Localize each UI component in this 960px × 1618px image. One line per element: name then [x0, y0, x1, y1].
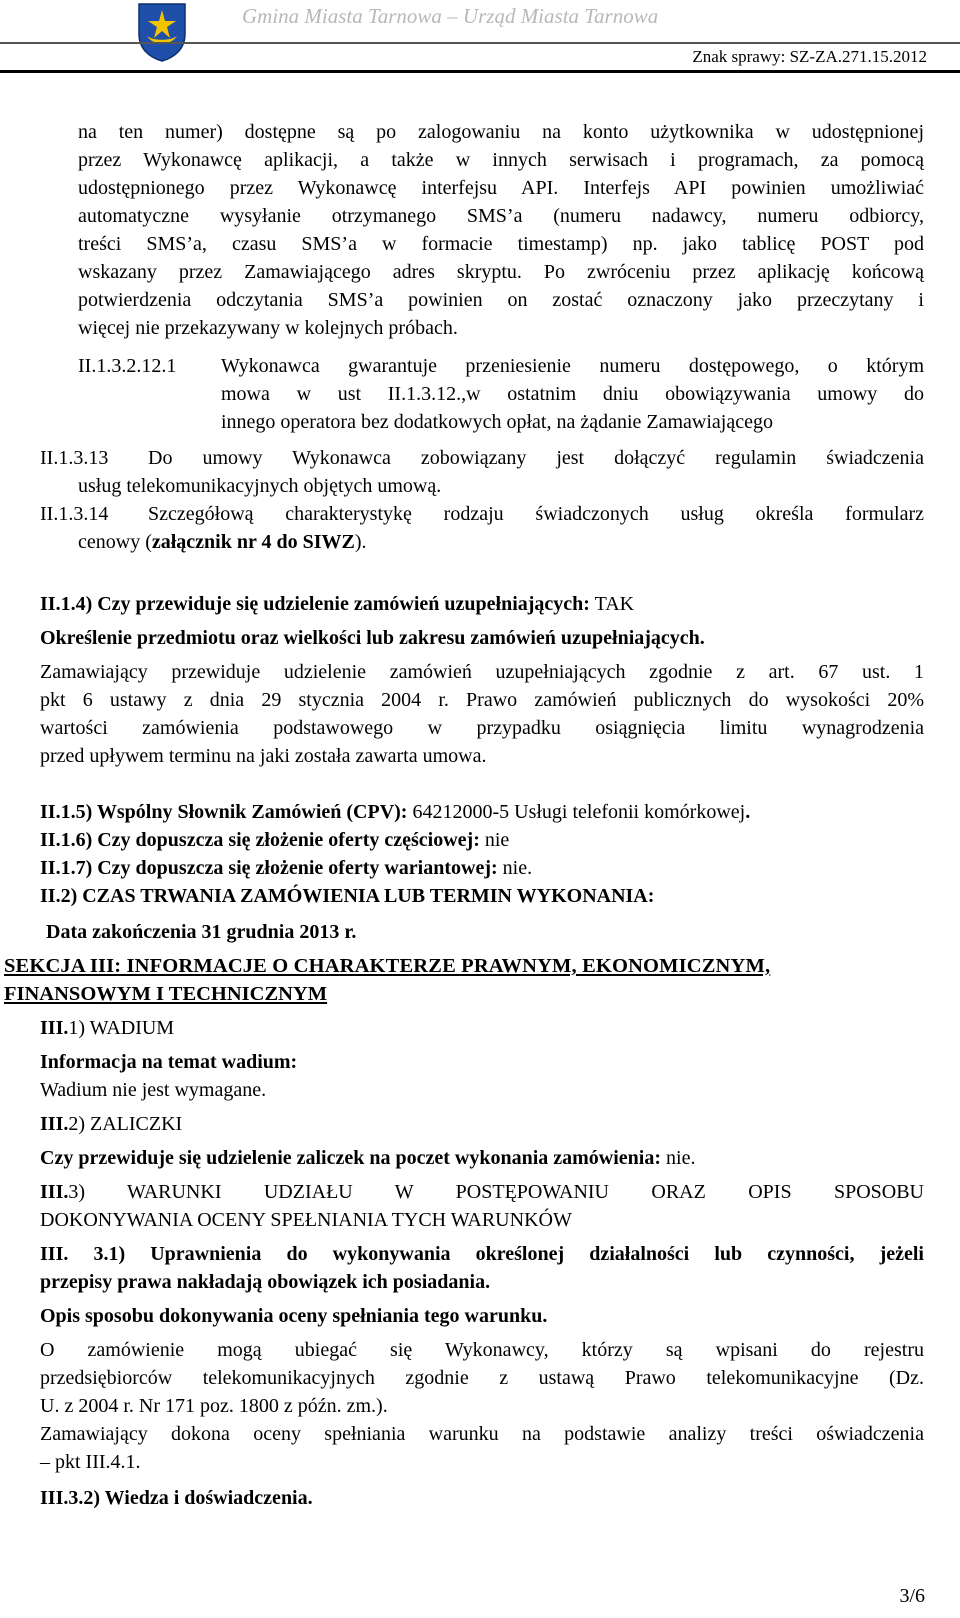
section-3-1-heading — [40, 1014, 174, 1042]
paragraph-line: przedsiębiorców telekomunikacyjnych zgodnie z ustawą Prawo telekomunikacyjne (Dz. — [40, 1367, 924, 1389]
paragraph-line: Zamawiający dokona oceny spełniania warunku na podstawie analizy treści oświadczenia — [40, 1423, 924, 1445]
question-text: Czy przewiduje się udzielenie zaliczek na poczet wykonania zamówienia: — [40, 1147, 662, 1169]
section-3-3-1-heading-line2: przepisy prawa nakładają obowiązek ich posiadania. — [40, 1271, 491, 1293]
item-line: Szczegółową charakterystykę rodzaju świadczonych usług określa formularz — [148, 503, 924, 525]
paragraph-line: potwierdzenia odczytania SMS’a powinien on zostać oznaczony jako przeczytany i — [78, 289, 924, 311]
item-text: ). — [354, 531, 367, 553]
section-label: II.1.5) Wspólny Słownik Zamówień (CPV): — [40, 801, 408, 823]
item-line: innego operatora bez dodatkowych opłat, na żądanie Zamawiającego — [221, 411, 773, 433]
paragraph-line: wskazany przez Zamawiającego adres skryptu. Po zwróceniu przez aplikację końcową — [78, 261, 924, 283]
end-date: Data zakończenia 31 grudnia 2013 r. — [46, 921, 357, 943]
section-3-3-heading-line2: DOKONYWANIA OCENY SPEŁNIANIA TYCH WARUNKÓW — [40, 1209, 572, 1231]
section-2-heading — [40, 882, 654, 910]
section-1-5 — [40, 798, 750, 826]
section-3-title: FINANSOWYM I TECHNICZNYM — [4, 983, 328, 1005]
section-1-7 — [40, 854, 532, 882]
section-3-3-1-heading: III. 3.1) Uprawnienia do wykonywania określonej działalności lub czynności, jeżeli — [40, 1243, 924, 1265]
paragraph-line: pkt 6 ustawy z dnia 29 stycznia 2004 r. Prawo zamówień publicznych do wysokości 20% — [40, 689, 924, 711]
advances-question — [40, 1144, 695, 1172]
section-1-6 — [40, 826, 509, 854]
wadium-info-text: Wadium nie jest wymagane. — [40, 1079, 267, 1101]
section-3-2-heading — [40, 1110, 182, 1138]
section-label: II.1.4) Czy przewiduje się udzielenie zamówień uzupełniających: — [40, 593, 590, 615]
section-3-title: SEKCJA III: INFORMACJE O CHARAKTERZE PRAWNYM, EKONOMICZNYM, — [4, 955, 771, 977]
section-label: II.1.7) Czy dopuszcza się złożenie oferty wariantowej: — [40, 857, 498, 879]
paragraph-line: więcej nie przekazywany w kolejnych próbach. — [78, 317, 458, 339]
paragraph-line: – pkt III.4.1. — [40, 1451, 141, 1473]
paragraph-line: treści SMS’a, czasu SMS’a w formacie timestamp) np. jako tablicę POST pod — [78, 233, 924, 255]
section-1-4 — [40, 590, 634, 618]
item-line: mowa w ust II.1.3.12.,w ostatnim dniu obowiązywania umowy do — [221, 383, 924, 405]
tarnow-coat-of-arms-logo — [137, 2, 187, 62]
section-prefix: III. — [40, 1017, 69, 1039]
item-line: Wykonawca gwarantuje przeniesienie numeru dostępowego, o którym — [221, 355, 924, 377]
item-line: usług telekomunikacyjnych objętych umową. — [78, 475, 442, 497]
item-number: II.1.3.14 — [40, 503, 109, 525]
paragraph-line: O zamówienie mogą ubiegać się Wykonawcy, którzy są wpisani do rejestru — [40, 1339, 924, 1361]
section-title: 2) ZALICZKI — [68, 1113, 183, 1135]
paragraph-line: przez Wykonawcę aplikacji, a także w innych serwisach i programach, za pomocą — [78, 149, 924, 171]
paragraph-line: na ten numer) dostępne są po zalogowaniu na konto użytkownika w udostępnionej — [78, 121, 924, 143]
section-prefix: III. — [40, 1113, 69, 1135]
section-value: nie — [479, 829, 510, 851]
paragraph-line: U. z 2004 r. Nr 171 poz. 1800 z późn. zm.). — [40, 1395, 388, 1417]
section-3-3-2-heading: III.3.2) Wiedza i doświadczenia. — [40, 1487, 313, 1509]
case-number: Znak sprawy: SZ-ZA.271.15.2012 — [692, 47, 927, 66]
paragraph-line: udostępnionego przez Wykonawcę interfejsu API. Interfejs API powinien umożliwiać — [78, 177, 924, 199]
section-value: 64212000-5 Usługi telefonii komórkowej — [407, 801, 746, 823]
section-heading: Określenie przedmiotu oraz wielkości lub zakresu zamówień uzupełniających. — [40, 627, 705, 649]
section-prefix: II. — [40, 885, 61, 907]
item-number: II.1.3.13 — [40, 447, 109, 469]
header-divider-bold — [0, 70, 960, 73]
section-title: 2) CZAS TRWANIA ZAMÓWIENIA LUB TERMIN WYKONANIA: — [60, 885, 655, 907]
paragraph-line: przed upływem terminu na jaki została zawarta umowa. — [40, 745, 487, 767]
paragraph-line: wartości zamówienia podstawowego w przypadku osiągnięcia limitu wynagrodzenia — [40, 717, 924, 739]
attachment-reference: załącznik nr 4 do SIWZ — [151, 531, 355, 553]
section-value: nie. — [497, 857, 533, 879]
header-title: Gmina Miasta Tarnowa – Urząd Miasta Tarnowa — [242, 4, 659, 28]
item-number: II.1.3.2.12.1 — [78, 355, 177, 377]
item-line: Do umowy Wykonawca zobowiązany jest dołączyć regulamin świadczenia — [148, 447, 924, 469]
item-line — [78, 528, 367, 556]
section-prefix: III. — [40, 1181, 69, 1203]
section-value: TAK — [589, 593, 635, 615]
section-title: 1) WADIUM — [68, 1017, 175, 1039]
paragraph-line: automatyczne wysyłanie otrzymanego SMS’a (numeru nadawcy, numeru odbiorcy, — [78, 205, 924, 227]
section-3-3-heading — [40, 1178, 924, 1206]
wadium-info-heading: Informacja na temat wadium: — [40, 1051, 298, 1073]
evaluation-method-heading: Opis sposobu dokonywania oceny spełniania tego warunku. — [40, 1305, 548, 1327]
section-end: . — [745, 801, 751, 823]
answer-text: nie. — [661, 1147, 696, 1169]
item-text: cenowy ( — [78, 531, 152, 553]
section-label: II.1.6) Czy dopuszcza się złożenie oferty częściowej: — [40, 829, 480, 851]
section-title: 3) WARUNKI UDZIAŁU W POSTĘPOWANIU ORAZ OPIS SPOSOBU — [68, 1181, 924, 1203]
header-divider — [0, 42, 960, 44]
paragraph-line: Zamawiający przewiduje udzielenie zamówień uzupełniających zgodnie z art. 67 ust. 1 — [40, 661, 924, 683]
page-number: 3/6 — [899, 1585, 925, 1607]
